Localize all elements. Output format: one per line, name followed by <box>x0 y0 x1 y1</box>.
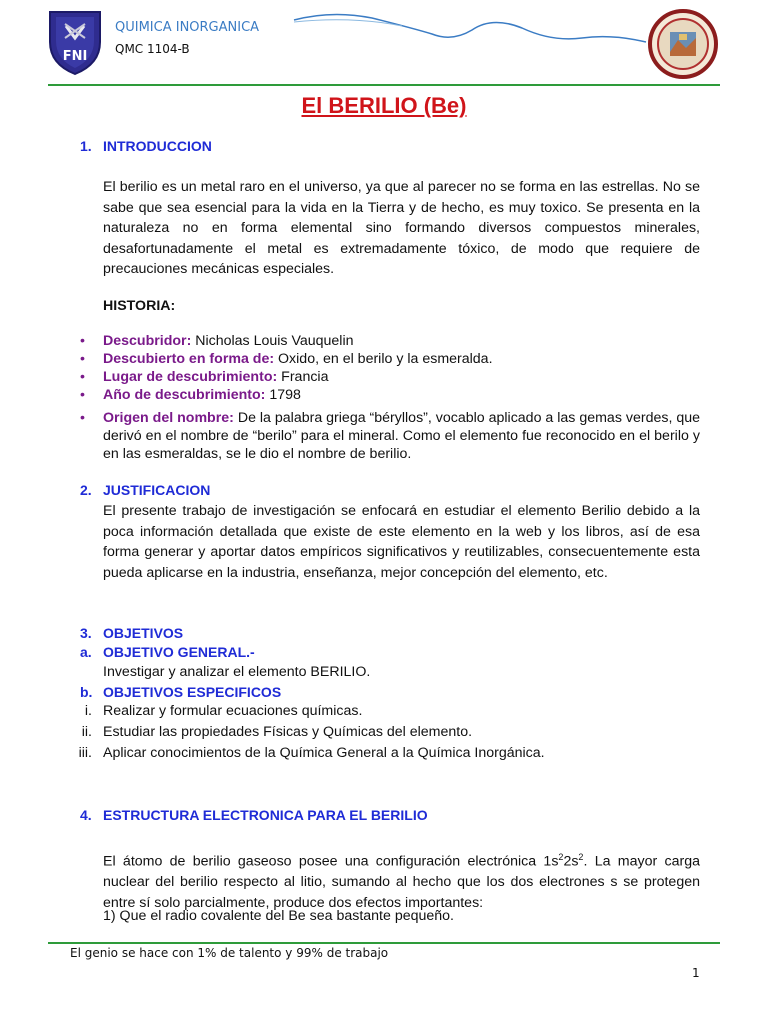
item-label: Descubierto en forma de: <box>103 351 275 367</box>
intro-paragraph: El berilio es un metal raro en el universo, ya que al parecer no se forma en las estrellas. No se sabe que sea esencial para la vida en la Tierra y de hecho, es muy toxico. Se presenta en la naturaleza no en forma elemental sino formando diversos compuestos minerales, desafortunadamente el metal es extremadamente tóxico, de modo que requiere de precauciones mecánicas especiales. <box>103 179 700 277</box>
item-value: Francia <box>277 369 329 385</box>
section-title: ESTRUCTURA ELECTRONICA PARA EL BERILIO <box>103 807 428 823</box>
university-seal <box>648 8 718 80</box>
text-run: . La mayor carga nuclear del berilio respecto al litio, sumando al hecho que los dos electrones s se protegen entre sí solo parcialmente, produce dos efectos importantes: <box>103 853 700 911</box>
list-item: Aplicar conocimientos de la Química General a la Química Inorgánica. <box>103 745 545 761</box>
sub-marker: a. <box>80 644 92 660</box>
list-item: Realizar y formular ecuaciones químicas. <box>103 703 363 719</box>
historia-heading: HISTORIA: <box>103 298 176 314</box>
objetivos-especificos-heading <box>80 684 281 700</box>
section-title: INTRODUCCION <box>103 138 212 154</box>
section-3-heading <box>80 625 183 641</box>
section-1-heading <box>80 138 212 154</box>
bullet-icon: • <box>80 387 85 403</box>
bullet-icon: • <box>80 410 85 426</box>
list-item <box>80 387 301 403</box>
list-item <box>80 369 328 385</box>
section-number: 2. <box>80 482 92 498</box>
logo-text: FNI <box>62 49 88 64</box>
sub-marker: b. <box>80 684 93 700</box>
bullet-icon: • <box>80 333 85 349</box>
roman-marker: iii. <box>78 745 92 761</box>
objetivo-general-text: Investigar y analizar el elemento BERILIO. <box>103 664 371 680</box>
section-4-heading <box>80 807 428 823</box>
list-item <box>80 351 493 367</box>
superscript: 2 <box>558 852 564 862</box>
item-value: 1798 <box>265 387 301 403</box>
list-item <box>80 333 354 349</box>
bullet-icon: • <box>80 351 85 367</box>
list-item <box>80 409 700 463</box>
section-title: OBJETIVOS <box>103 625 184 641</box>
item-value: Oxido, en el berilo y la esmeralda. <box>274 351 493 367</box>
bullet-icon: • <box>80 369 85 385</box>
subsection-title: OBJETIVO GENERAL.- <box>103 644 255 660</box>
section-2-heading <box>80 482 210 498</box>
course-code: QMC 1104-B <box>115 42 190 56</box>
footer-quote: El genio se hace con 1% de talento y 99% de trabajo <box>70 946 389 960</box>
item-label: Origen del nombre: <box>103 410 234 426</box>
superscript: 2 <box>578 852 584 862</box>
item-label: Descubridor: <box>103 333 192 349</box>
item-value: Nicholas Louis Vauquelin <box>191 333 354 349</box>
footer-rule <box>48 942 720 944</box>
subsection-title: OBJETIVOS ESPECIFICOS <box>103 684 282 700</box>
list-item: Estudiar las propiedades Físicas y Químicas del elemento. <box>103 724 473 740</box>
course-name: QUIMICA INORGANICA <box>115 20 260 35</box>
roman-marker: ii. <box>81 724 92 740</box>
estructura-line-2: 1) Que el radio covalente del Be sea bastante pequeño. <box>103 908 454 924</box>
objetivo-general-heading <box>80 644 255 660</box>
justificacion-paragraph: El presente trabajo de investigación se enfocará en estudiar el elemento Berilio debido a la poca información detallada que existe de este elemento en la web y los libros, así de esa forma generar y aportar datos empíricos significativos y reutilizables, consecuentemente esta pueda aplicarse en la industria, enseñanza, mejor concepción del elemento, etc. <box>103 503 700 581</box>
section-title: JUSTIFICACION <box>103 482 211 498</box>
wave-decoration <box>292 8 648 48</box>
item-label: Año de descubrimiento: <box>103 387 266 403</box>
section-number: 1. <box>80 138 92 154</box>
fni-shield-logo <box>46 8 104 76</box>
section-number: 4. <box>80 807 92 823</box>
section-number: 3. <box>80 625 92 641</box>
item-label: Lugar de descubrimiento: <box>103 369 278 385</box>
text-run: El átomo de berilio gaseoso posee una configuración electrónica 1s <box>103 853 559 870</box>
page-title: El BERILIO (Be) <box>301 93 467 118</box>
roman-marker: i. <box>84 703 92 719</box>
estructura-paragraph <box>103 847 700 913</box>
header-rule <box>48 84 720 86</box>
text-run: 2s <box>563 853 579 870</box>
item-value: De la palabra griega “béryllos”, vocablo aplicado a las gemas verdes, que derivó en el nombre de “berilo” para el mineral. Como el elemento fue reconocido en el berilo y en las esmeraldas, se le dio el nombre de berilio. <box>103 410 700 462</box>
page-number: 1 <box>692 966 700 980</box>
